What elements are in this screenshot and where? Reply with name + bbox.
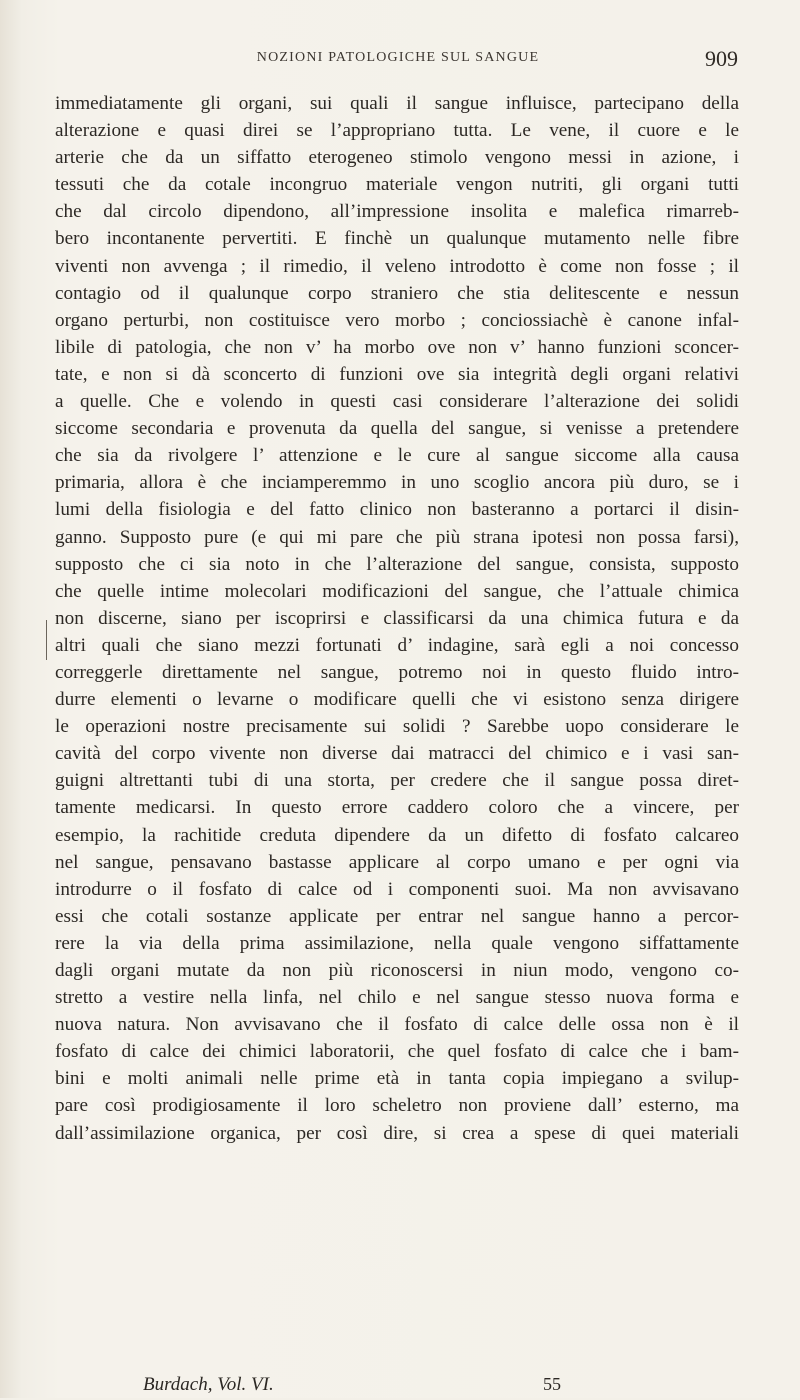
margin-mark <box>46 620 47 660</box>
text-line: supposto che ci sia noto in che l’alterazione del sangue, consista, supposto <box>55 553 739 575</box>
text-line: essi che cotali sostanze applicate per entrar nel sangue hanno a percor- <box>55 905 739 927</box>
page-number: 909 <box>705 46 738 71</box>
text-line: alterazione e quasi direi se l’appropriano tutta. Le vene, il cuore e le <box>55 120 739 142</box>
text-line: primaria, allora è che inciamperemmo in uno scoglio ancora più duro, se i <box>55 472 739 494</box>
text-line: introdurre o il fosfato di calce od i componenti suoi. Ma non avvisavano <box>55 878 739 900</box>
text-line: siccome secondaria e provenuta da quella del sangue, si venisse a pretendere <box>55 418 739 440</box>
text-line: organo perturbi, non costituisce vero morbo ; conciossiachè è canone infal- <box>55 309 739 331</box>
text-line: rere la via della prima assimilazione, nella quale vengono siffattamente <box>55 932 739 954</box>
text-line: arterie che da un siffatto eterogeneo stimolo vengono messi in azione, i <box>55 147 739 169</box>
text-line: fosfato di calce dei chimici laboratorii, che quel fosfato di calce che i bam- <box>55 1041 739 1063</box>
text-line: durre elementi o levarne o modificare quelli che vi esistono senza dirigere <box>55 689 739 711</box>
running-head: NOZIONI PATOLOGICHE SUL SANGUE <box>256 50 540 65</box>
text-line: esempio, la rachitide creduta dipendere da un difetto di fosfato calcareo <box>55 824 739 846</box>
text-line: altri quali che siano mezzi fortunati d’ indagine, sarà egli a noi concesso <box>55 634 739 656</box>
text-line: tessuti che da cotale incongruo materiale vengon nutriti, gli organi tutti <box>55 174 739 196</box>
text-line: che sia da rivolgere l’ attenzione e le cure al sangue siccome alla causa <box>55 445 739 467</box>
text-line: non discerne, siano per iscoprirsi e classificarsi da una chimica futura e da <box>55 607 739 629</box>
text-line: a quelle. Che e volendo in questi casi considerare l’alterazione dei solidi <box>55 391 739 413</box>
text-line: dall’assimilazione organica, per così dire, si crea a spese di quei materiali <box>55 1122 739 1144</box>
page-header <box>60 46 760 78</box>
text-line: nuova natura. Non avvisavano che il fosfato di calce delle ossa non è il <box>55 1014 739 1036</box>
signature-mark: Burdach, Vol. VI. <box>143 1374 274 1395</box>
text-line: nel sangue, pensavano bastasse applicare al corpo umano e per ogni via <box>55 851 739 873</box>
signature-number: 55 <box>543 1374 561 1394</box>
text-line: immediatamente gli organi, sui quali il sangue influisce, partecipano della <box>55 93 739 114</box>
text-line: viventi non avvenga ; il rimedio, il veleno introdotto è come non fosse ; il <box>55 255 739 277</box>
text-line: che quelle intime molecolari modificazioni del sangue, che l’attuale chimica <box>55 580 739 602</box>
text-line: cavità del corpo vivente non diverse dai matracci del chimico e i vasi san- <box>55 743 739 765</box>
text-line: pare così prodigiosamente il loro scheletro non proviene dall’ esterno, ma <box>55 1095 739 1117</box>
text-line: tamente medicarsi. In questo errore caddero coloro che a vincere, per <box>55 797 739 819</box>
text-line: le operazioni nostre precisamente sui solidi ? Sarebbe uopo considerare le <box>55 716 739 738</box>
text-line: bero incontanente pervertiti. E finchè un qualunque mutamento nelle fibre <box>55 228 739 250</box>
text-line: che dal circolo dipendono, all’impressione insolita e malefica rimarreb- <box>55 201 739 223</box>
text-line: lumi della fisiologia e del fatto clinico non basteranno a portarci il disin- <box>55 499 739 521</box>
text-line: correggerle direttamente nel sangue, potremo noi in questo fluido intro- <box>55 661 739 683</box>
text-line: tate, e non si dà sconcerto di funzioni ove sia integrità degli organi relativi <box>55 363 739 385</box>
text-line: bini e molti animali nelle prime età in tanta copia impiegano a svilup- <box>55 1068 739 1090</box>
text-line: guigni altrettanti tubi di una storta, per credere che il sangue possa diret- <box>55 770 739 792</box>
text-line: ganno. Supposto pure (e qui mi pare che più strana ipotesi non possa farsi), <box>55 526 739 548</box>
text-line: dagli organi mutate da non più riconoscersi in niun modo, vengono co- <box>55 960 739 981</box>
page-footer <box>143 1374 683 1400</box>
text-line: contagio od il qualunque corpo straniero che stia delitescente e nessun <box>55 282 739 304</box>
text-line: stretto a vestire nella linfa, nel chilo e nel sangue stesso nuova forma e <box>55 987 739 1009</box>
text-line: libile di patologia, che non v’ ha morbo ove non v’ hanno funzioni sconcer- <box>55 336 739 358</box>
body-text <box>55 90 739 1147</box>
